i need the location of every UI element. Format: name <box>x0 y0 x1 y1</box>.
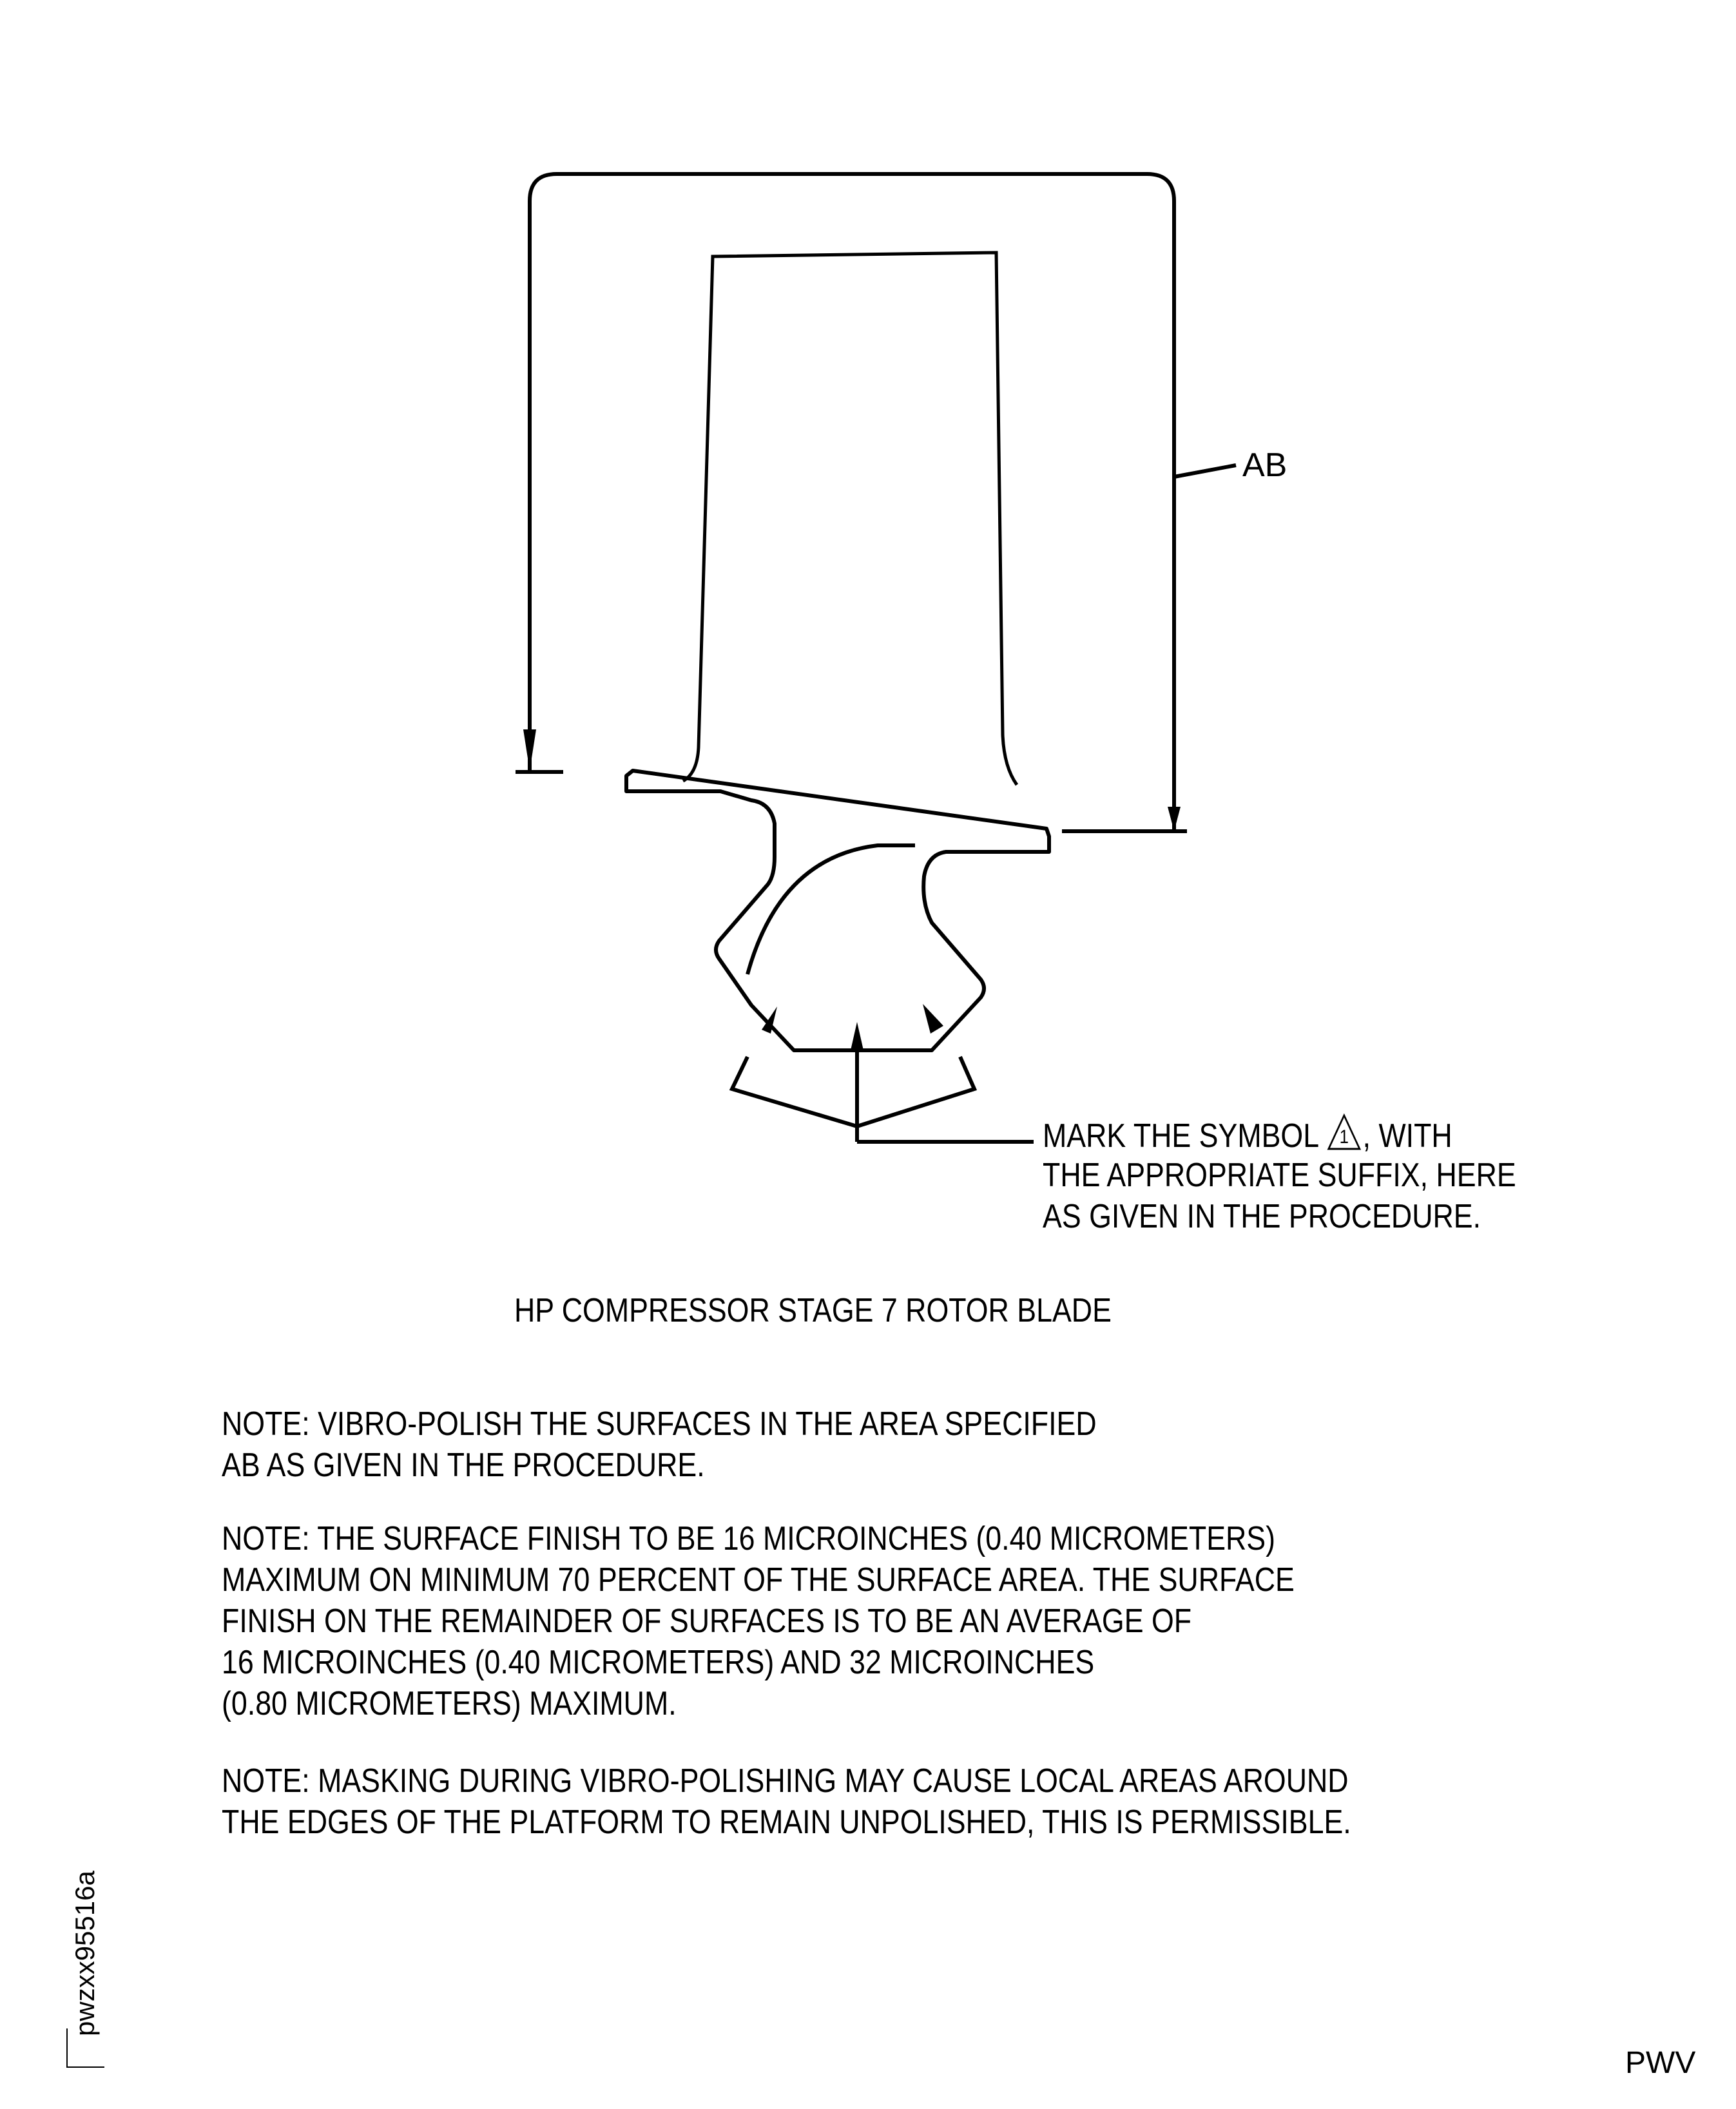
arrowhead-left-icon <box>523 729 536 771</box>
dimension-label-ab: AB <box>1242 447 1288 484</box>
callout-text <box>1043 1113 1516 1237</box>
dimension-ab-leader <box>530 174 1236 831</box>
callout-arrowhead-center-icon <box>851 1022 863 1050</box>
callout-line-1: MARK THE SYMBOL 1 , WITH <box>1043 1113 1516 1155</box>
callout-line-3: AS GIVEN IN THE PROCEDURE. <box>1043 1198 1481 1235</box>
note-surface-finish: NOTE: THE SURFACE FINISH TO BE 16 MICROINCHES (0.40 MICROMETERS) MAXIMUM ON MINIMUM 70 PERCENT OF THE SURFACE AREA. THE SURFACE FINISH ON THE REMAINDER OF SURFACES IS TO BE AN AVERAGE OF 16 MICROINCHES (0.40 MICROMETERS) AND 32 MICROINCHES (0.80 MICROMETERS) MAXIMUM. <box>222 1520 1295 1722</box>
callout-leader <box>732 1052 1034 1142</box>
note-masking: NOTE: MASKING DURING VIBRO-POLISHING MAY CAUSE LOCAL AREAS AROUND THE EDGES OF THE PLATFORM TO REMAIN UNPOLISHED, THIS IS PERMISSIBLE. <box>222 1762 1351 1841</box>
callout-line-2: THE APPROPRIATE SUFFIX, HERE <box>1043 1157 1516 1194</box>
blade-airfoil <box>683 253 1017 785</box>
note-vibro-polish: NOTE: VIBRO-POLISH THE SURFACES IN THE AREA SPECIFIED AB AS GIVEN IN THE PROCEDURE. <box>222 1405 1097 1484</box>
figure-id: pwzxx95516a <box>70 1871 100 2036</box>
triangle-icon <box>1327 1113 1362 1151</box>
footer-code: PWV <box>1625 2046 1696 2080</box>
arrowhead-right-icon <box>1168 807 1181 831</box>
blade-platform <box>626 771 1049 1050</box>
svg-text:1: 1 <box>1340 1126 1349 1148</box>
callout-arrowhead-right-icon <box>923 1004 943 1034</box>
figure-title: HP COMPRESSOR STAGE 7 ROTOR BLADE <box>514 1292 1112 1329</box>
